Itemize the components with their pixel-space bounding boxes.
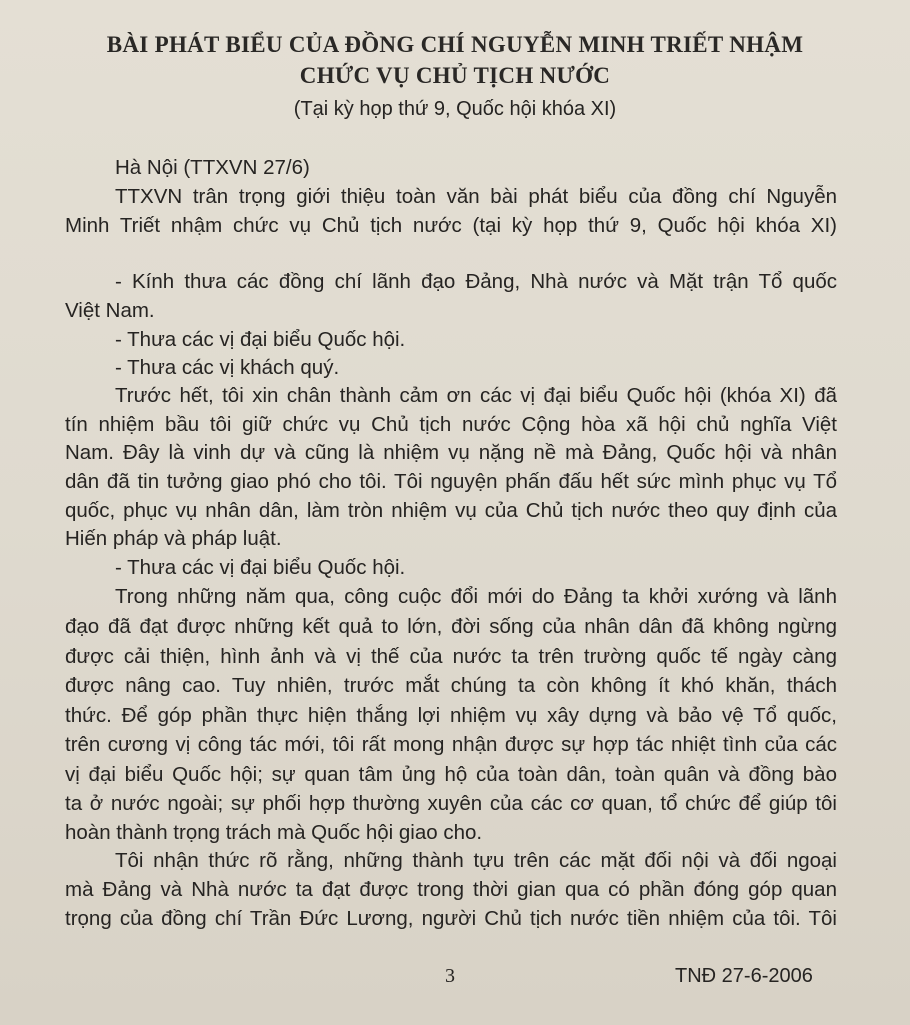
text-line: ta ở nước ngoài; sự phối hợp thường xuyên của các cơ quan, tổ chức để giúp tôi [65, 792, 837, 815]
text-line: Tôi nhận thức rõ rằng, những thành tựu trên các mặt đối nội và đối ngoại [115, 849, 837, 872]
text-line: - Thưa các vị đại biểu Quốc hội. [115, 556, 406, 579]
text-line: vị đại biểu Quốc hội; sự quan tâm ủng hộ của toàn dân, toàn quân và đồng bào [65, 763, 837, 786]
text-line: trọng của đồng chí Trần Đức Lương, người Chủ tịch nước tiền nhiệm của tôi. Tôi [65, 907, 837, 930]
text-line: mà Đảng và Nhà nước ta đạt được trong thời gian qua có phần đóng góp quan [65, 878, 837, 901]
document-title-line1: BÀI PHÁT BIỂU CỦA ĐỒNG CHÍ NGUYỄN MINH TRIẾT NHẬM [106, 32, 804, 57]
text-line: Nam. Đây là vinh dự và cũng là nhiệm vụ nặng nề mà Đảng, Quốc hội và nhân [65, 441, 837, 464]
text-line: Hà Nội (TTXVN 27/6) [115, 156, 310, 179]
document-subtitle: (Tại kỳ họp thứ 9, Quốc hội khóa XI) [293, 98, 617, 120]
text-line: - Thưa các vị khách quý. [115, 356, 340, 379]
text-line: Hiến pháp và pháp luật. [65, 527, 282, 550]
text-line: Trong những năm qua, công cuộc đổi mới do Đảng ta khởi xướng và lãnh [115, 585, 837, 608]
text-line: Minh Triết nhậm chức vụ Chủ tịch nước (tại kỳ họp thứ 9, Quốc hội khóa XI) [65, 214, 837, 237]
text-line: được nâng cao. Tuy nhiên, trước mắt chúng ta còn không ít khó khăn, thách [65, 674, 837, 697]
text-line: đạo đã đạt được những kết quả to lớn, đời sống của nhân dân đã không ngừng [65, 615, 837, 638]
text-line: thức. Để góp phần thực hiện thắng lợi nhiệm vụ xây dựng và bảo vệ Tổ quốc, [65, 704, 837, 727]
document-title-line2: CHỨC VỤ CHỦ TỊCH NƯỚC [299, 63, 611, 88]
text-line: - Thưa các vị đại biểu Quốc hội. [115, 328, 406, 351]
text-line: tín nhiệm bầu tôi giữ chức vụ Chủ tịch nước Cộng hòa xã hội chủ nghĩa Việt [65, 413, 837, 436]
text-line: Trước hết, tôi xin chân thành cảm ơn các vị đại biểu Quốc hội (khóa XI) đã [115, 384, 837, 407]
footer-code: TNĐ 27-6-2006 [675, 965, 813, 987]
text-line: trên cương vị công tác mới, tôi rất mong nhận được sự hợp tác nhiệt tình của các [65, 733, 837, 756]
text-line: Việt Nam. [65, 299, 155, 322]
text-line: - Kính thưa các đồng chí lãnh đạo Đảng, Nhà nước và Mặt trận Tổ quốc [115, 270, 837, 293]
text-line: hoàn thành trọng trách mà Quốc hội giao cho. [65, 821, 483, 844]
text-line: quốc, phục vụ nhân dân, làm tròn nhiệm vụ của Chủ tịch nước theo quy định của [65, 499, 837, 522]
text-line: dân đã tin tưởng giao phó cho tôi. Tôi nguyện phấn đấu hết sức mình phục vụ Tổ [65, 470, 837, 493]
text-line: được cải thiện, hình ảnh và vị thế của nước ta trên trường quốc tế ngày càng [65, 645, 837, 668]
page-number: 3 [445, 965, 455, 987]
text-line: TTXVN trân trọng giới thiệu toàn văn bài phát biểu của đồng chí Nguyễn [115, 185, 837, 208]
